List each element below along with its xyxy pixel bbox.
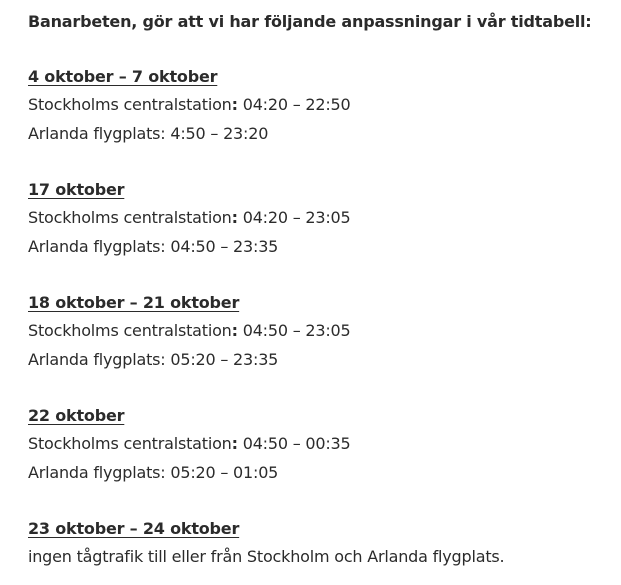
schedule-line	[28, 316, 618, 345]
schedule-line	[28, 429, 618, 458]
schedule-section	[28, 516, 618, 571]
schedule-line	[28, 119, 618, 148]
station-label: Arlanda flygplats	[28, 237, 161, 256]
section-date: 4 oktober – 7 oktober	[28, 67, 218, 86]
time-range: 04:50 – 23:35	[165, 237, 279, 256]
separator: :	[160, 124, 166, 143]
time-range: 05:20 – 23:35	[165, 350, 279, 369]
schedule-line	[28, 90, 618, 119]
section-date: 23 oktober – 24 oktober	[28, 519, 240, 538]
schedule-section	[28, 290, 618, 374]
schedule-line	[28, 458, 618, 487]
time-range: 05:20 – 01:05	[165, 463, 279, 482]
schedule-line	[28, 203, 618, 232]
station-label: Arlanda flygplats	[28, 124, 161, 143]
no-service-notice	[28, 542, 618, 571]
schedule-line	[28, 345, 618, 374]
separator: :	[160, 237, 166, 256]
section-date: 18 oktober – 21 oktober	[28, 293, 240, 312]
schedule-line	[28, 232, 618, 261]
separator: :	[231, 321, 238, 340]
station-label: Arlanda flygplats	[28, 463, 161, 482]
time-range: 04:50 – 00:35	[237, 434, 351, 453]
time-range: 04:20 – 23:05	[237, 208, 351, 227]
notice-intro: Banarbeten, gör att vi har följande anpassningar i vår tidtabell:	[28, 12, 592, 31]
no-service-text: ingen tågtrafik till eller från Stockholm och Arlanda flygplats.	[28, 547, 505, 566]
timetable-notice	[28, 9, 618, 571]
station-label: Arlanda flygplats	[28, 350, 161, 369]
separator: :	[231, 434, 238, 453]
section-date: 17 oktober	[28, 180, 125, 199]
time-range: 4:50 – 23:20	[165, 124, 269, 143]
separator: :	[231, 95, 238, 114]
station-label: Stockholms centralstation	[28, 208, 232, 227]
station-label: Stockholms centralstation	[28, 95, 232, 114]
schedule-section	[28, 403, 618, 487]
schedule-section	[28, 64, 618, 148]
separator: :	[160, 463, 166, 482]
time-range: 04:20 – 22:50	[237, 95, 351, 114]
separator: :	[231, 208, 238, 227]
schedule-section	[28, 177, 618, 261]
station-label: Stockholms centralstation	[28, 434, 232, 453]
separator: :	[160, 350, 166, 369]
time-range: 04:50 – 23:05	[237, 321, 351, 340]
section-date: 22 oktober	[28, 406, 125, 425]
station-label: Stockholms centralstation	[28, 321, 232, 340]
